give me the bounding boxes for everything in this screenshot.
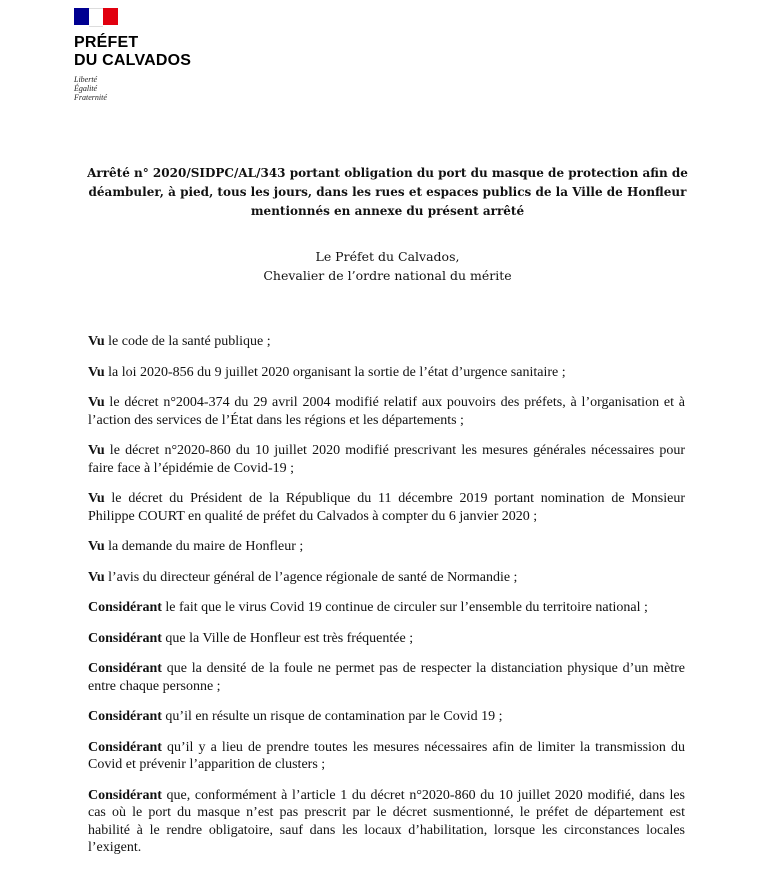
flag-blue-band (74, 8, 89, 25)
decree-body (88, 333, 685, 870)
paragraph (88, 333, 685, 351)
paragraph-text: qu’il y a lieu de prendre toutes les mesures nécessaires afin de limiter la transmission du Covid et prévenir l’apparition de clusters ; (88, 739, 685, 772)
signatory-line1: Le Préfet du Calvados, (315, 249, 460, 264)
paragraph-keyword: Considérant (88, 600, 162, 615)
motto-fraternite: Fraternité (74, 93, 107, 102)
paragraph-keyword: Vu (88, 569, 105, 585)
paragraph-keyword: Considérant (88, 661, 162, 676)
paragraph-keyword: Vu (88, 539, 105, 554)
paragraph-text: le décret n°2004-374 du 29 avril 2004 modifié relatif aux pouvoirs des préfets, à l’organisation et à l’action des services de l’État dans les régions et les départements ; (88, 395, 685, 428)
paragraph (88, 660, 685, 695)
paragraph-keyword: Vu (88, 443, 105, 458)
paragraph-keyword: Vu (88, 491, 105, 506)
decree-title-line2: déambuler, à pied, tous les jours, dans les rues et espaces publics de la Ville de Honfleur (88, 185, 687, 199)
paragraph-text: l’avis du directeur général de l’agence régionale de santé de Normandie ; (104, 569, 518, 585)
motto-egalite: Égalité (74, 84, 98, 93)
paragraph (88, 787, 685, 857)
paragraph-keyword: Vu (88, 334, 105, 349)
prefecture-header (74, 8, 191, 102)
decree-title-line1: Arrêté n° 2020/SIDPC/AL/343 portant obligation du port du masque de protection afin de (87, 166, 688, 180)
prefecture-name-line1: PRÉFET (74, 34, 139, 51)
paragraph-text: que la densité de la foule ne permet pas de respecter la distanciation physique d’un mètre entre chaque personne ; (88, 661, 685, 694)
signatory-line2: Chevalier de l’ordre national du mérite (263, 268, 512, 283)
paragraph (88, 708, 685, 726)
paragraph (88, 490, 685, 525)
decree-title (80, 164, 695, 221)
paragraph (88, 630, 685, 648)
paragraph-text: que la Ville de Honfleur est très fréquentée ; (161, 630, 414, 646)
motto-liberte: Liberté (74, 75, 98, 84)
paragraph-keyword: Considérant (88, 630, 162, 646)
paragraph (88, 739, 685, 774)
flag-red-band (103, 8, 118, 25)
paragraph-text: le code de la santé publique ; (104, 334, 271, 349)
paragraph-keyword: Considérant (88, 739, 162, 755)
paragraph (88, 442, 685, 477)
flag-white-band (89, 8, 103, 27)
republic-flag-logo (74, 8, 118, 25)
republic-motto (74, 75, 191, 102)
paragraph (88, 599, 685, 617)
paragraph (88, 394, 685, 429)
paragraph-keyword: Considérant (88, 787, 162, 803)
paragraph-keyword: Considérant (88, 709, 162, 724)
paragraph-text: le décret n°2020-860 du 10 juillet 2020 modifié prescrivant les mesures générales nécessaires pour faire face à l’épidémie de Covid-19 ; (88, 443, 685, 476)
prefecture-name-line2: DU CALVADOS (74, 52, 192, 69)
paragraph-text: la demande du maire de Honfleur ; (104, 539, 304, 554)
paragraph-keyword: Vu (88, 364, 105, 380)
paragraph-text: le décret du Président de la République du 11 décembre 2019 portant nomination de Monsieur Philippe COURT en qualité de préfet du Calvados à compter du 6 janvier 2020 ; (88, 491, 685, 524)
paragraph (88, 538, 685, 556)
paragraph-keyword: Vu (88, 395, 105, 410)
decree-title-line3: mentionnés en annexe du présent arrêté (250, 204, 525, 218)
paragraph (88, 364, 685, 382)
prefecture-name (74, 34, 191, 70)
paragraph (88, 569, 685, 587)
signatory-block (80, 247, 695, 285)
paragraph-text: le fait que le virus Covid 19 continue de circuler sur l’ensemble du territoire national ; (161, 600, 648, 615)
paragraph-text: que, conformément à l’article 1 du décret n°2020-860 du 10 juillet 2020 modifié, dans les cas où le port du masque n’est pas prescrit par le décret susmentionné, le préfet de département est habilité à le rendre obligatoire, sauf dans les locaux d’habilitation, lorsque les circonstances locales l’exigent. (88, 787, 685, 855)
paragraph-text: qu’il en résulte un risque de contamination par le Covid 19 ; (161, 709, 503, 724)
paragraph-text: la loi 2020-856 du 9 juillet 2020 organisant la sortie de l’état d’urgence sanitaire ; (104, 364, 566, 380)
